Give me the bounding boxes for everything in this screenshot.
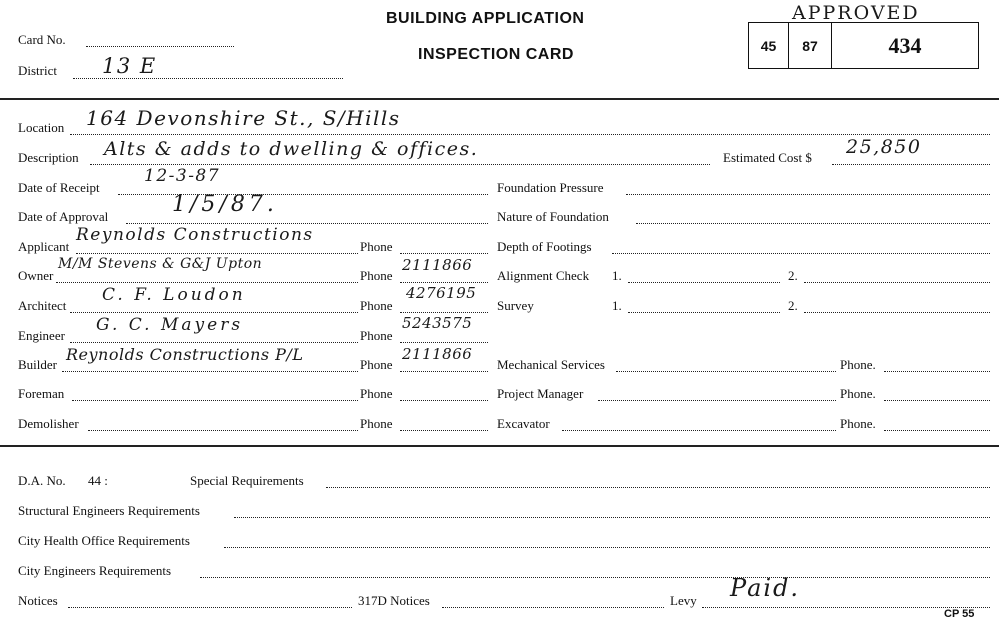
owner-line [56,282,358,283]
alignment-line-1 [628,282,780,283]
notices-317d-line [442,607,664,608]
demolisher-phone-line [400,430,488,431]
special-requirements-line [326,487,990,488]
excavator-phone-label: Phone. [840,416,876,431]
owner-value: M/M Stevens & G&J Upton [58,256,263,272]
description-value: Alts & adds to dwelling & offices. [104,138,479,160]
project-manager-line [598,400,836,401]
owner-phone-value: 2111866 [402,256,473,274]
architect-phone-line [400,312,488,313]
applicant-line [76,253,358,254]
applicant-value: Reynolds Constructions [76,225,314,245]
foundation-pressure-label: Foundation Pressure [497,180,604,195]
survey-num-2: 2. [788,298,798,313]
alignment-line-2 [804,282,990,283]
nature-foundation-label: Nature of Foundation [497,209,609,224]
estimated-cost-line [832,164,990,165]
date-approval-value: 1/5/87. [172,192,278,217]
owner-phone-line [400,282,488,283]
special-requirements-label: Special Requirements [190,473,304,488]
engineer-phone-line [400,342,488,343]
foreman-phone-label: Phone [360,386,393,401]
excavator-line [562,430,836,431]
foundation-pressure-line [626,194,990,195]
engineer-label: Engineer [18,328,65,343]
builder-label: Builder [18,357,57,372]
nature-foundation-line [636,223,990,224]
builder-line [62,371,358,372]
city-engineers-label: City Engineers Requirements [18,563,172,578]
alignment-check-label: Alignment Check [497,268,590,283]
health-office-line [224,547,990,548]
mechanical-phone-label: Phone. [840,357,876,372]
applicant-phone-line [400,253,488,254]
applicant-label: Applicant [18,239,70,254]
date-approval-label: Date of Approval [18,209,109,224]
foreman-phone-line [400,400,488,401]
owner-phone-label: Phone [360,268,393,283]
builder-phone-line [400,371,488,372]
survey-num-1: 1. [612,298,622,313]
location-value: 164 Devonshire St., S/Hills [86,106,401,130]
demolisher-line [88,430,358,431]
card-no-field [86,46,234,47]
date-receipt-value: 12-3-87 [144,166,221,186]
box-cell-3: 434 [888,32,922,58]
mechanical-services-label: Mechanical Services [497,357,605,372]
notices-label: Notices [18,593,58,608]
architect-label: Architect [18,298,67,313]
structural-engineers-line [234,517,990,518]
middle-divider [0,445,999,447]
location-label: Location [18,120,65,135]
engineer-phone-label: Phone [360,328,393,343]
levy-value: Paid. [730,574,801,602]
demolisher-phone-label: Phone [360,416,393,431]
mechanical-phone-line [884,371,990,372]
date-approval-line [126,223,488,224]
estimated-cost-label: Estimated Cost $ [723,150,812,165]
health-office-label: City Health Office Requirements [18,533,190,548]
depth-footings-label: Depth of Footings [497,239,592,254]
mechanical-services-line [616,371,836,372]
box-cell-1: 45 [749,23,789,68]
form-code: CP 55 [944,608,975,620]
district-field [73,78,343,79]
builder-phone-label: Phone [360,357,393,372]
demolisher-label: Demolisher [18,416,79,431]
estimated-cost-value: 25,850 [846,136,922,158]
notices-line [68,607,352,608]
foreman-label: Foreman [18,386,65,401]
location-line [70,134,990,135]
district-value: 13 E [102,54,157,78]
survey-label: Survey [497,298,534,313]
alignment-num-1: 1. [612,268,622,283]
box-cell-2: 87 [789,23,832,68]
notices-317d-label: 317D Notices [358,593,430,608]
foreman-line [72,400,358,401]
architect-value: C. F. Loudon [102,285,246,305]
architect-phone-label: Phone [360,298,393,313]
title-inspection-card: INSPECTION CARD [418,46,574,63]
survey-line-2 [804,312,990,313]
excavator-label: Excavator [497,416,550,431]
builder-phone-value: 2111866 [402,345,473,363]
project-manager-phone-label: Phone. [840,386,876,401]
description-line [90,164,710,165]
description-label: Description [18,150,79,165]
date-receipt-label: Date of Receipt [18,180,100,195]
structural-engineers-label: Structural Engineers Requirements [18,503,200,518]
alignment-num-2: 2. [788,268,798,283]
card-number-box [748,22,979,69]
engineer-line [70,342,358,343]
builder-value: Reynolds Constructions P/L [66,345,304,364]
survey-line-1 [628,312,780,313]
city-engineers-line [200,577,990,578]
excavator-phone-line [884,430,990,431]
depth-footings-line [612,253,990,254]
architect-line [70,312,358,313]
header-divider [0,98,999,100]
engineer-phone-value: 5243575 [402,314,473,332]
title-building-application: BUILDING APPLICATION [386,10,585,27]
engineer-value: G. C. Mayers [96,315,244,335]
project-manager-label: Project Manager [497,386,584,401]
levy-label: Levy [670,593,697,608]
card-no-label: Card No. [18,32,66,47]
applicant-phone-label: Phone [360,239,393,254]
approved-stamp: APPROVED [792,2,920,24]
da-no-label: D.A. No. [18,473,66,488]
owner-label: Owner [18,268,54,283]
architect-phone-value: 4276195 [406,284,477,302]
project-manager-phone-line [884,400,990,401]
da-no-value: 44 : [88,473,108,488]
district-label: District [18,63,57,78]
